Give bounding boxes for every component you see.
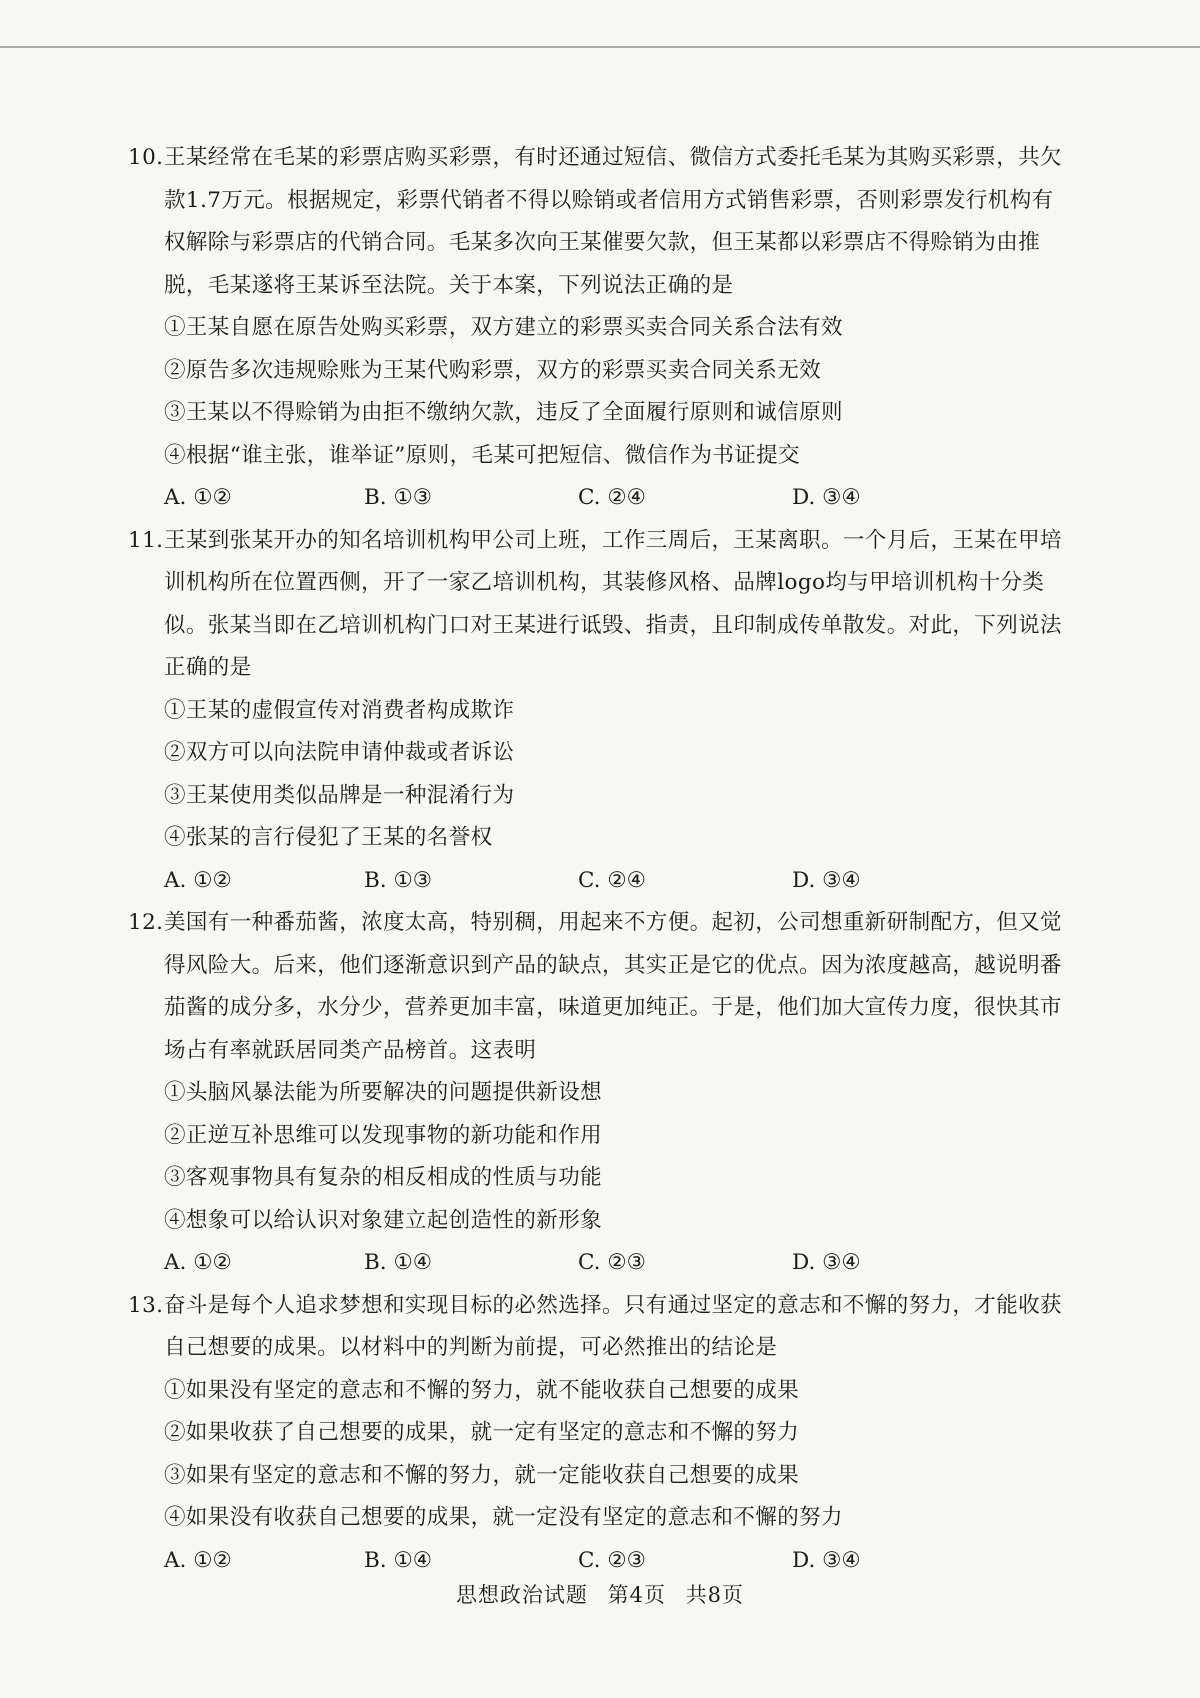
question-text: 王某到张某开办的知名培训机构甲公司上班，工作三周后，王某离职。一个月后，王某在甲培训机构所在位置西侧，开了一家乙培训机构，其装修风格、品牌logo均与甲培训机构十分类似。张某当即在乙培训机构门口对王某进行诋毁、指责，且印制成传单散发。对此，下列说法正确的是 xyxy=(164,527,1062,680)
question-stem xyxy=(128,1285,1068,1370)
choice-b: B. ①③ xyxy=(364,485,433,510)
choice-d: D. ③④ xyxy=(792,867,861,893)
choice-d: D. ③④ xyxy=(792,1547,861,1573)
statement-item: ②如果收获了自己想要的成果，就一定有坚定的意志和不懈的努力 xyxy=(164,1420,800,1445)
statement-item: ③王某以不得赊销为由拒不缴纳欠款，违反了全面履行原则和诚信原则 xyxy=(164,400,843,425)
question-number: 13. xyxy=(128,1292,164,1318)
statement-item: ③如果有坚定的意志和不懈的努力，就一定能收获自己想要的成果 xyxy=(164,1462,800,1488)
question-13 xyxy=(128,1285,1068,1583)
statement-item: ②正逆互补思维可以发现事物的新功能和作用 xyxy=(164,1122,603,1148)
statement-item: ①王某自愿在原告处购买彩票，双方建立的彩票买卖合同关系合法有效 xyxy=(164,315,843,340)
question-11 xyxy=(128,520,1068,903)
choice-d: D. ③④ xyxy=(792,485,861,510)
statement-item: ③王某使用类似品牌是一种混淆行为 xyxy=(164,782,515,808)
statement-item: ③客观事物具有复杂的相反相成的性质与功能 xyxy=(164,1165,603,1190)
answer-choices xyxy=(128,860,1068,903)
statement-item: ①头脑风暴法能为所要解决的问题提供新设想 xyxy=(164,1080,603,1105)
page-number: 第4页 xyxy=(607,1583,666,1607)
choice-b: B. ①④ xyxy=(364,1547,433,1573)
question-text: 美国有一种番茄酱，浓度太高，特别稠，用起来不方便。起初，公司想重新研制配方，但又觉得风险大。后来，他们逐渐意识到产品的缺点，其实正是它的优点。因为浓度越高，越说明番茄酱的成分多，水分少，营养更加丰富，味道更加纯正。于是，他们加大宣传力度，很快其市场占有率就跃居同类产品榜首。这表明 xyxy=(164,910,1062,1063)
question-list xyxy=(128,137,1068,1582)
choice-a: A. ①② xyxy=(164,867,232,893)
answer-choices xyxy=(128,477,1068,520)
statement-item: ①如果没有坚定的意志和不懈的努力，就不能收获自己想要的成果 xyxy=(164,1377,800,1403)
choice-a: A. ①② xyxy=(164,485,232,510)
question-12 xyxy=(128,902,1068,1285)
answer-choices xyxy=(128,1242,1068,1285)
question-stem xyxy=(128,137,1068,307)
statement-item: ④张某的言行侵犯了王某的名誉权 xyxy=(164,825,493,850)
page-footer xyxy=(0,1579,1200,1609)
question-number: 12. xyxy=(128,910,164,935)
statement-item: ④如果没有收获自己想要的成果，就一定没有坚定的意志和不懈的努力 xyxy=(164,1505,843,1530)
question-number: 11. xyxy=(128,527,164,553)
question-stem xyxy=(128,902,1068,1072)
choice-b: B. ①③ xyxy=(364,867,433,893)
question-number: 10. xyxy=(128,145,164,170)
choice-a: A. ①② xyxy=(164,1547,232,1573)
statement-item: ④根据“谁主张，谁举证”原则，毛某可把短信、微信作为书证提交 xyxy=(164,442,800,468)
scan-top-edge xyxy=(0,46,1200,48)
choice-c: C. ②④ xyxy=(578,485,646,510)
question-10 xyxy=(128,137,1068,520)
question-text: 王某经常在毛某的彩票店购买彩票，有时还通过短信、微信方式委托毛某为其购买彩票，共欠款1.7万元。根据规定，彩票代销者不得以赊销或者信用方式销售彩票，否则彩票发行机构有权解除与彩票店的代销合同。毛某多次向王某催要欠款，但王某都以彩票店不得赊销为由推脱，毛某遂将王某诉至法院。关于本案，下列说法正确的是 xyxy=(164,145,1062,298)
question-stem xyxy=(128,520,1068,690)
exam-title: 思想政治试题 xyxy=(455,1583,588,1607)
answer-choices xyxy=(128,1540,1068,1583)
choice-d: D. ③④ xyxy=(792,1250,861,1275)
statement-item: ①王某的虚假宣传对消费者构成欺诈 xyxy=(164,697,515,723)
page-total: 共8页 xyxy=(685,1583,745,1607)
statement-item: ④想象可以给认识对象建立起创造性的新形象 xyxy=(164,1207,603,1233)
choice-c: C. ②④ xyxy=(578,867,646,893)
choice-a: A. ①② xyxy=(164,1250,232,1275)
statement-item: ②双方可以向法院申请仲裁或者诉讼 xyxy=(164,740,515,765)
choice-c: C. ②③ xyxy=(578,1547,646,1573)
choice-c: C. ②③ xyxy=(578,1250,646,1275)
choice-b: B. ①④ xyxy=(364,1250,433,1275)
question-text: 奋斗是每个人追求梦想和实现目标的必然选择。只有通过坚定的意志和不懈的努力，才能收获自己想要的成果。以材料中的判断为前提，可必然推出的结论是 xyxy=(164,1292,1062,1360)
statement-item: ②原告多次违规赊账为王某代购彩票，双方的彩票买卖合同关系无效 xyxy=(164,357,822,383)
